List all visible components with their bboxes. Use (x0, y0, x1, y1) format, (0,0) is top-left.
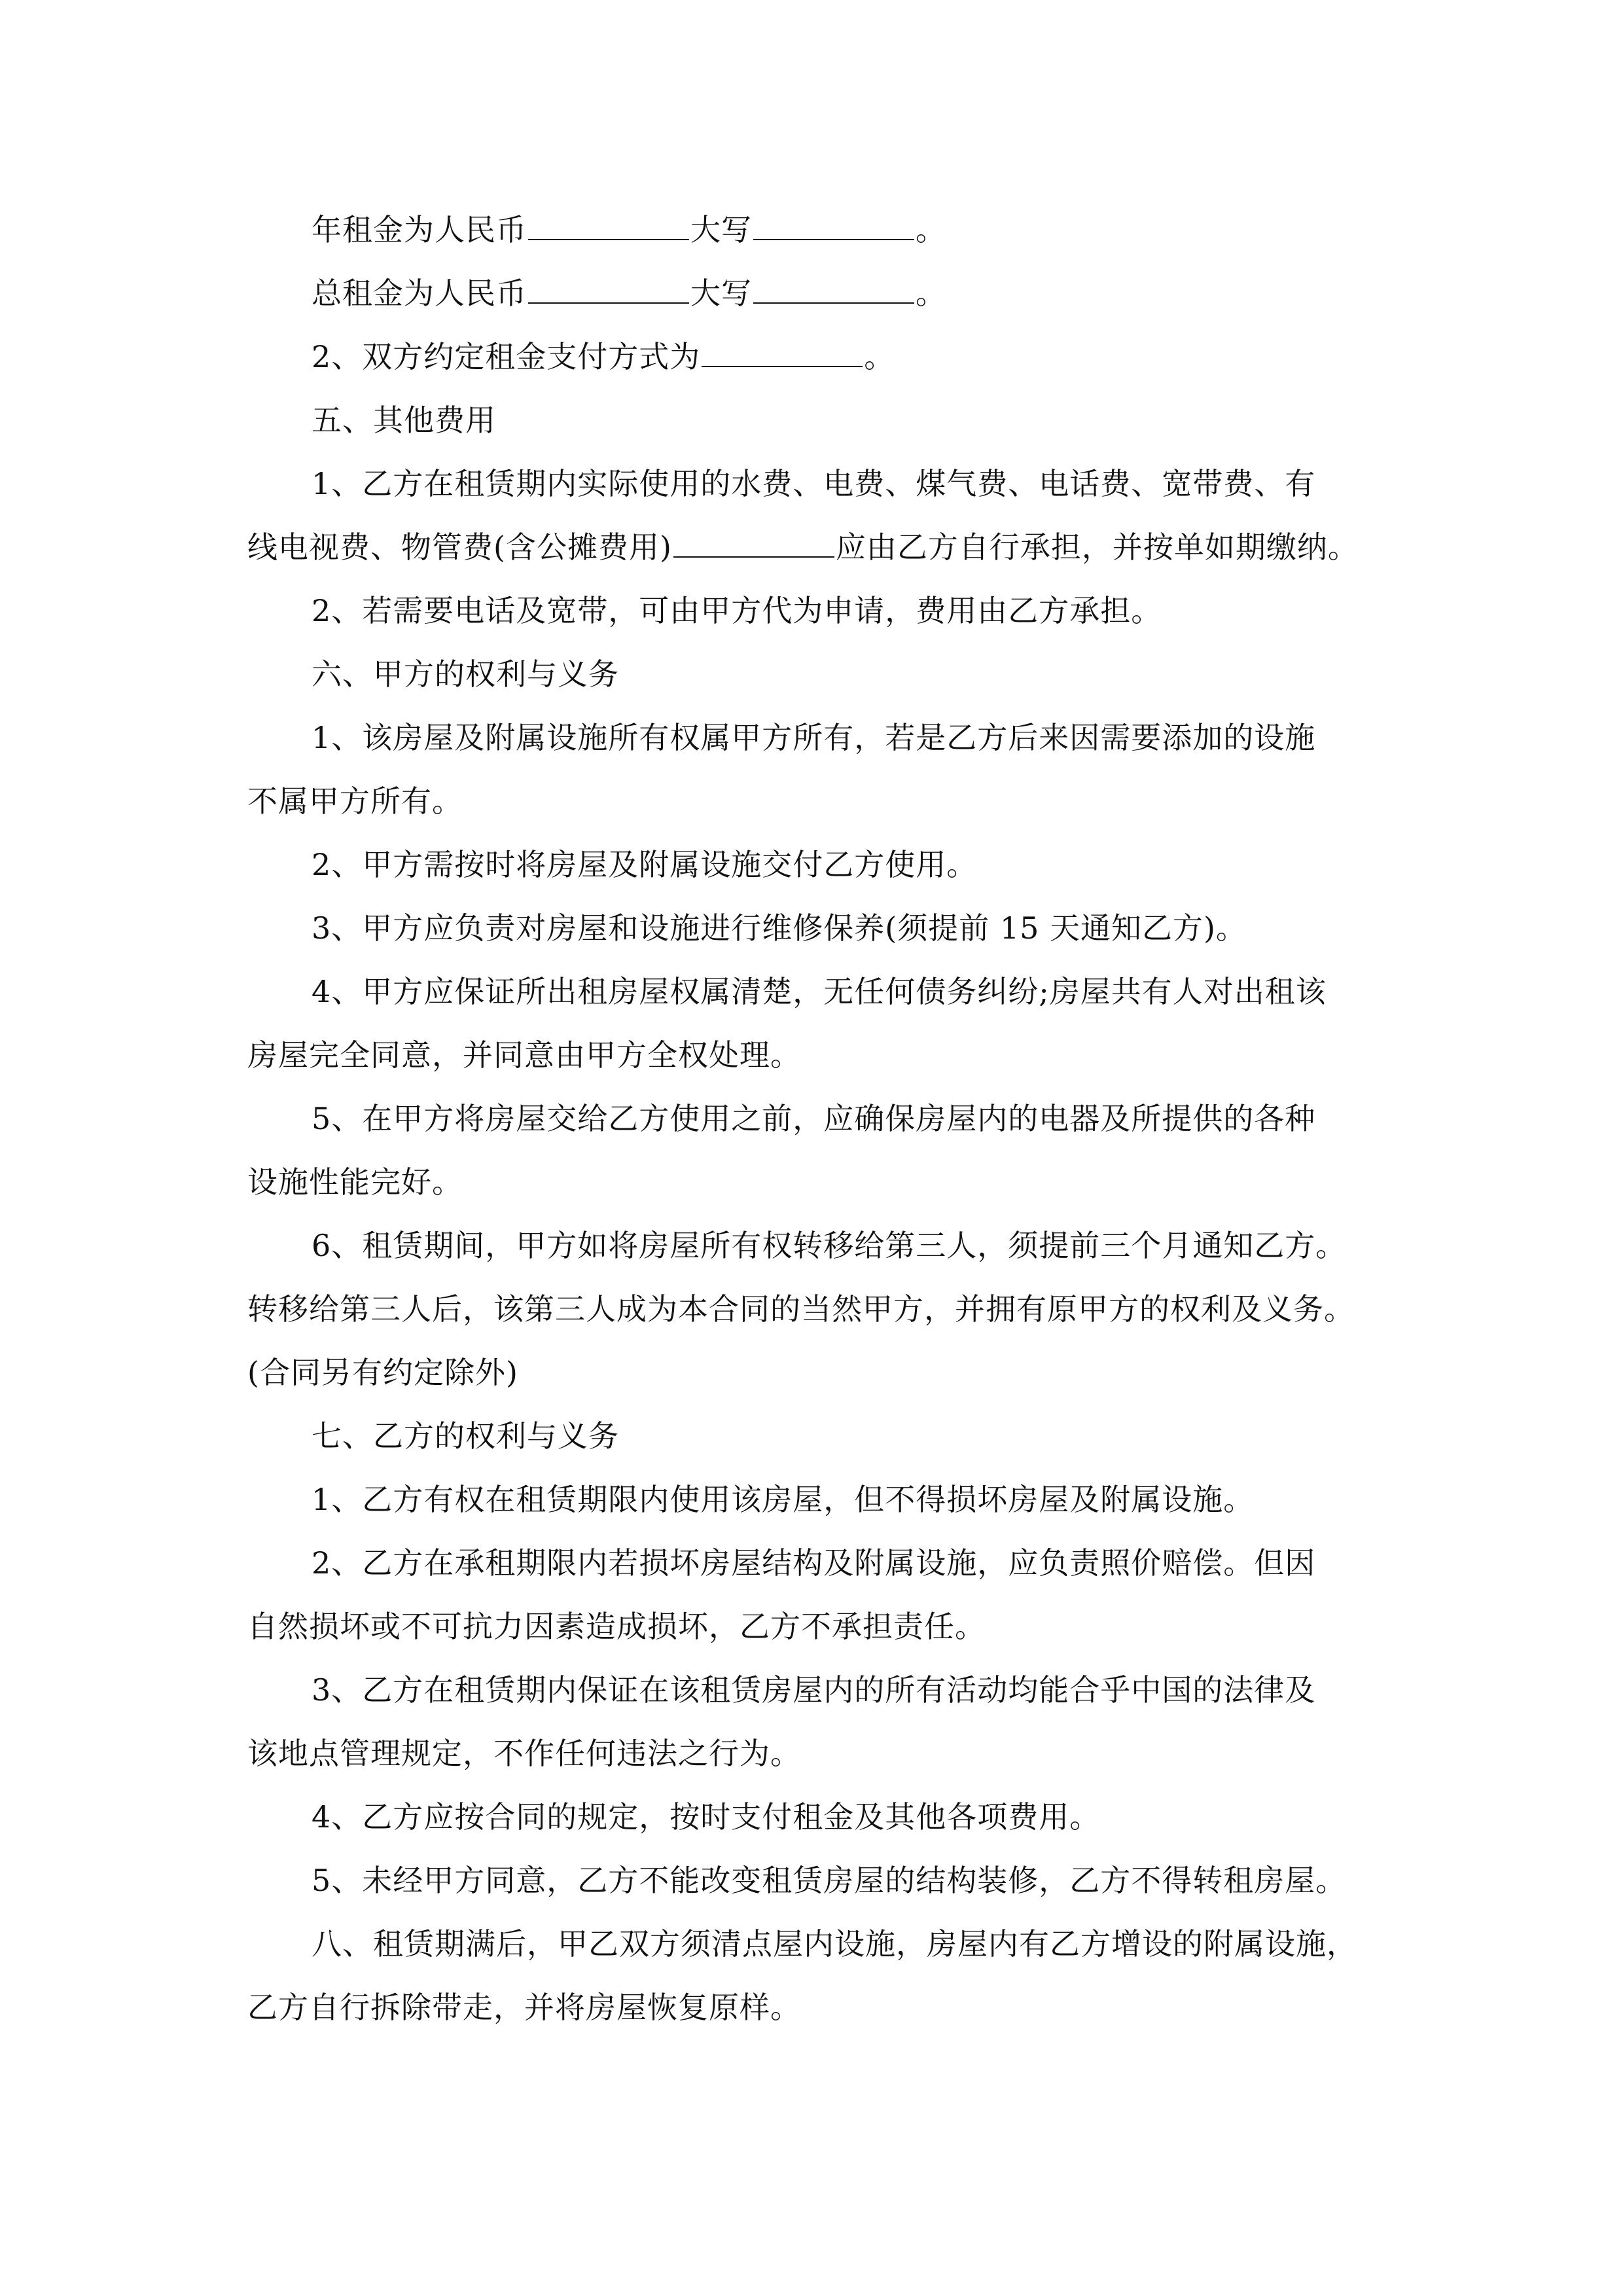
clause-6-4-line-1: 4、甲方应保证所出租房屋权属清楚，无任何债务纠纷;房屋共有人对出租该 (312, 974, 1327, 1009)
total-rent-capital-blank (753, 276, 914, 304)
annual-rent-capital-blank (753, 213, 914, 240)
clause-6-1-line-1: 1、该房屋及附属设施所有权属甲方所有，若是乙方后来因需要添加的设施 (312, 720, 1316, 755)
clause-6-6-line-1: 6、租赁期间，甲方如将房屋所有权转移给第三人，须提前三个月通知乙方。 (312, 1228, 1347, 1263)
clause-6-5-line-2: 设施性能完好。 (247, 1164, 463, 1200)
clause-6-6-line-2: 转移给第三人后，该第三人成为本合同的当然甲方，并拥有原甲方的权利及义务。 (247, 1291, 1355, 1327)
clause-7-1: 1、乙方有权在租赁期限内使用该房屋，但不得损坏房屋及附属设施。 (312, 1482, 1255, 1517)
clause-5-1-text-a: 线电视费、物管费(含公摊费用) (247, 529, 672, 565)
total-rent-amount-blank (528, 276, 689, 304)
section-7-heading: 七、乙方的权利与义务 (312, 1418, 619, 1454)
section-5-heading: 五、其他费用 (312, 403, 496, 438)
annual-rent-capital-label: 大写 (690, 212, 752, 247)
clause-7-4: 4、乙方应按合同的规定，按时支付租金及其他各项费用。 (312, 1799, 1101, 1835)
total-rent-line (247, 262, 1393, 325)
clause-5-1-line-1: 1、乙方在租赁期内实际使用的水费、电费、煤气费、电话费、宽带费、有 (312, 466, 1316, 501)
section-6-heading: 六、甲方的权利与义务 (312, 656, 619, 692)
section-8-line-2: 乙方自行拆除带走，并将房屋恢复原样。 (247, 1990, 801, 2025)
clause-6-6-line-3: (合同另有约定除外) (247, 1355, 518, 1390)
document-body (247, 198, 1393, 2039)
annual-rent-line (247, 198, 1393, 262)
section-8-line-1: 八、租赁期满后，甲乙双方须清点屋内设施，房屋内有乙方增设的附属设施， (312, 1926, 1357, 1962)
payment-method-period: 。 (864, 339, 895, 374)
payment-method-blank (702, 340, 863, 367)
other-fees-blank (673, 530, 834, 558)
clause-7-5: 5、未经甲方同意，乙方不能改变租赁房屋的结构装修，乙方不得转租房屋。 (312, 1863, 1347, 1898)
clause-6-3: 3、甲方应负责对房屋和设施进行维修保养(须提前 15 天通知乙方)。 (312, 910, 1247, 946)
annual-rent-period: 。 (916, 212, 946, 247)
clause-7-3-line-2: 该地点管理规定，不作任何违法之行为。 (247, 1736, 801, 1771)
total-rent-period: 。 (916, 276, 946, 311)
clause-6-2: 2、甲方需按时将房屋及附属设施交付乙方使用。 (312, 847, 978, 882)
clause-6-5-line-1: 5、在甲方将房屋交给乙方使用之前，应确保房屋内的电器及所提供的各种 (312, 1101, 1316, 1136)
clause-7-2-line-2: 自然损坏或不可抗力因素造成损坏，乙方不承担责任。 (247, 1609, 986, 1644)
payment-method-label: 2、双方约定租金支付方式为 (312, 339, 701, 374)
clause-5-2: 2、若需要电话及宽带，可由甲方代为申请，费用由乙方承担。 (312, 593, 1162, 628)
clause-7-2-line-1: 2、乙方在承租期限内若损坏房屋结构及附属设施，应负责照价赔偿。但因 (312, 1545, 1316, 1581)
clause-5-1-line-2 (247, 516, 1393, 579)
total-rent-capital-label: 大写 (690, 276, 752, 311)
payment-method-line (247, 325, 1393, 389)
annual-rent-amount-blank (528, 213, 689, 240)
clause-6-1-line-2: 不属甲方所有。 (247, 783, 463, 819)
total-rent-label: 总租金为人民币 (312, 276, 527, 311)
clause-7-3-line-1: 3、乙方在租赁期内保证在该租赁房屋内的所有活动均能合乎中国的法律及 (312, 1672, 1316, 1708)
clause-5-1-text-b: 应由乙方自行承担，并按单如期缴纳。 (835, 529, 1359, 565)
clause-6-4-line-2: 房屋完全同意，并同意由甲方全权处理。 (247, 1037, 801, 1073)
annual-rent-label: 年租金为人民币 (312, 212, 527, 247)
